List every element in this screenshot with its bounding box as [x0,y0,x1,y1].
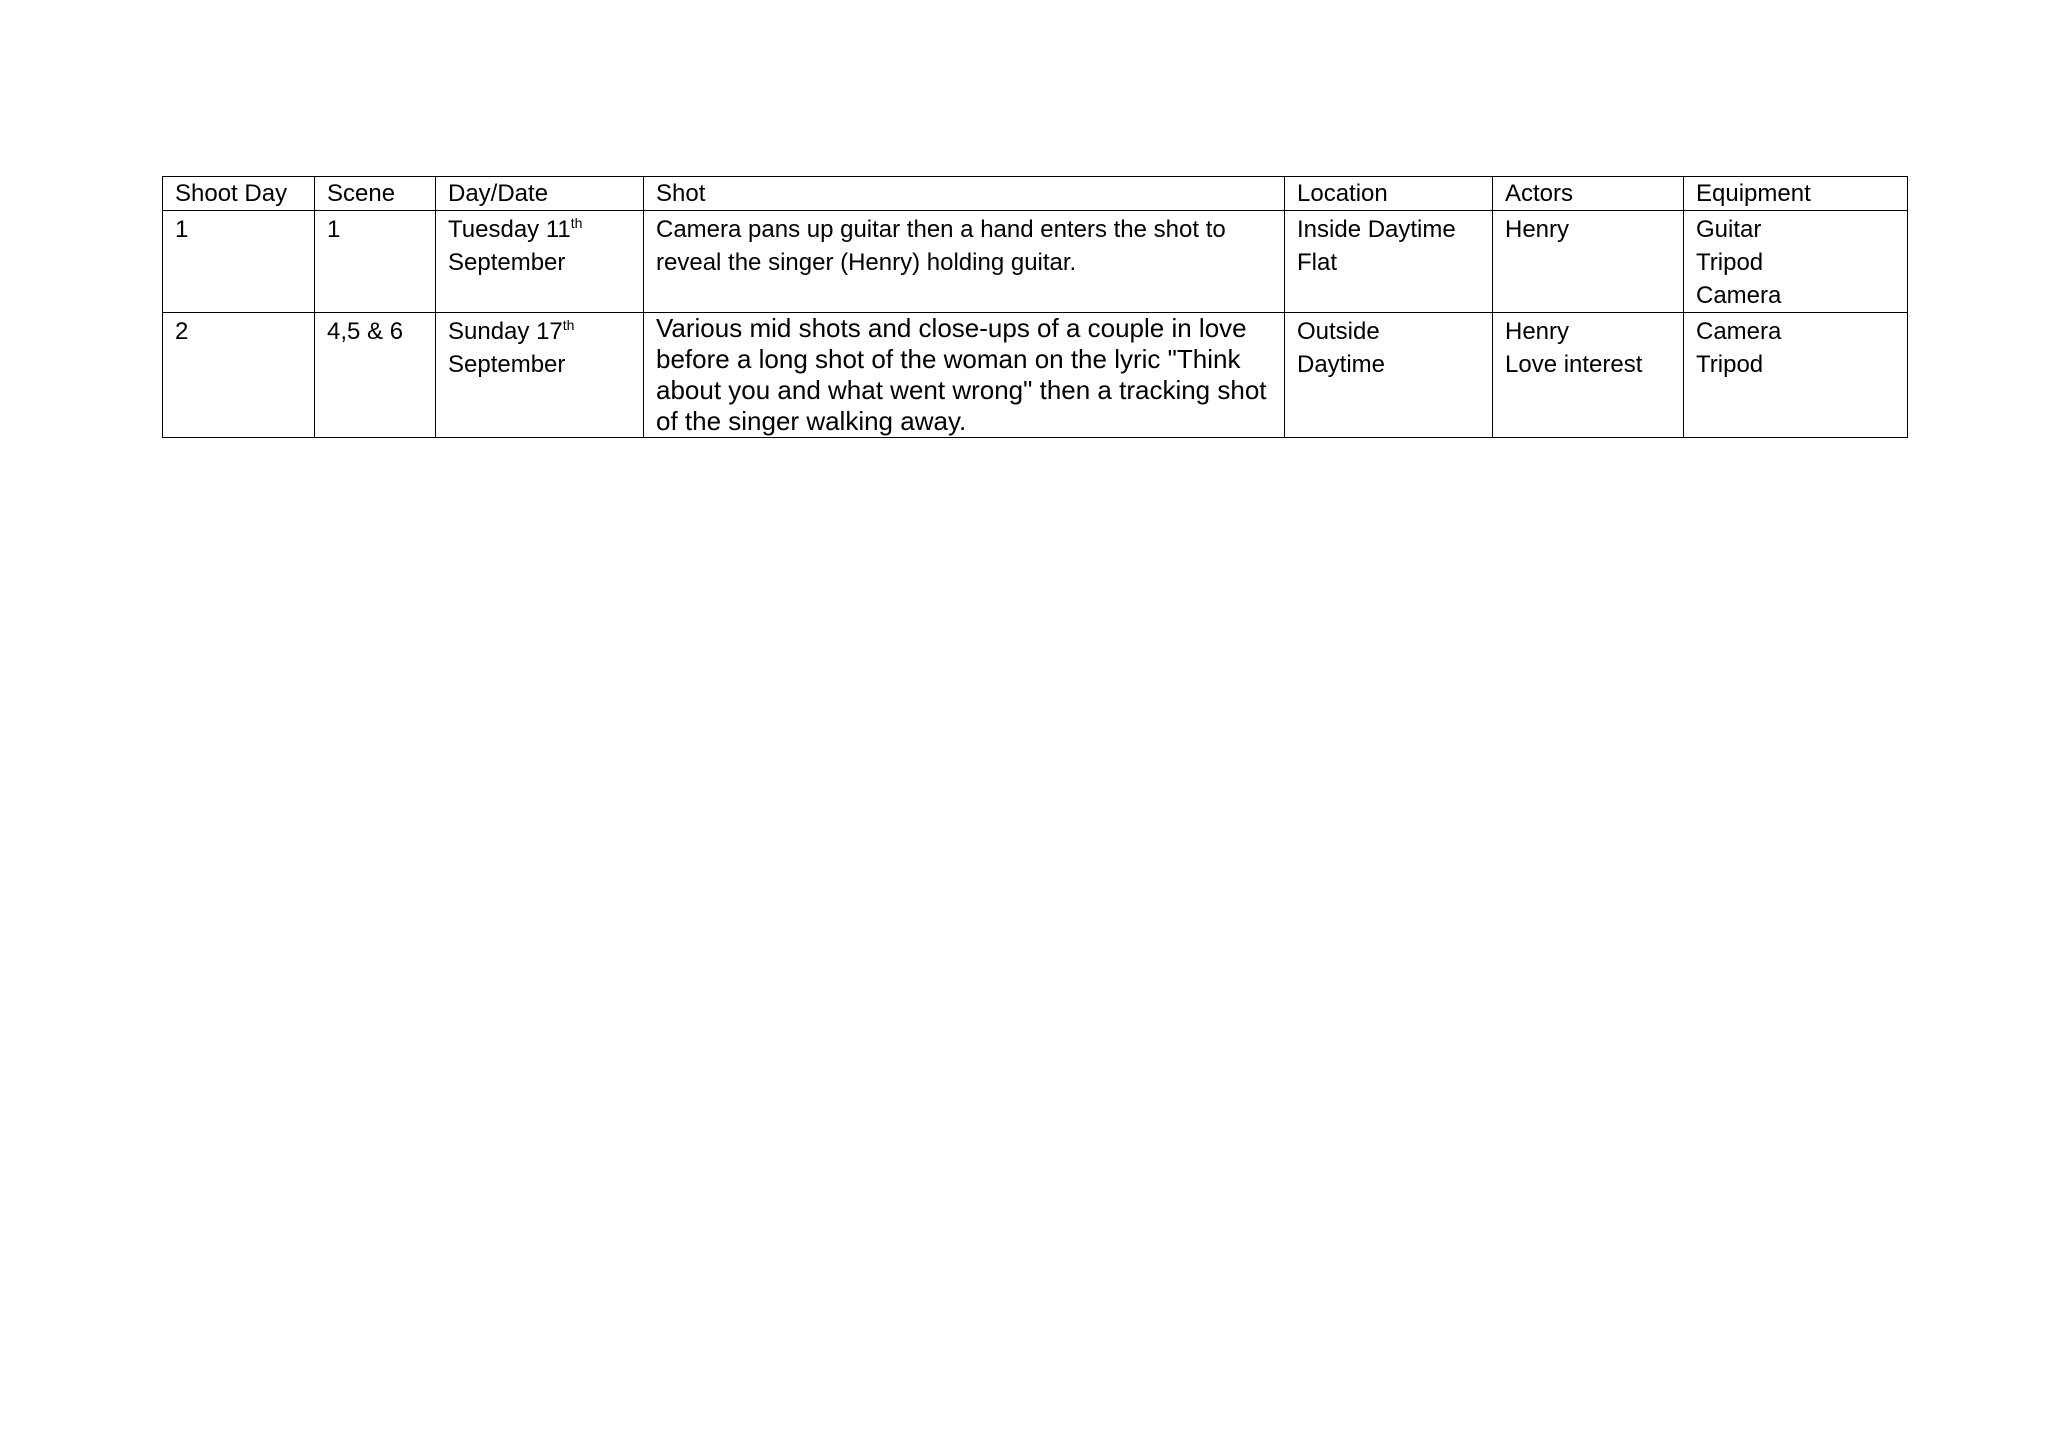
equipment-item: Tripod [1696,351,1764,378]
cell-actors [1493,313,1684,438]
shooting-schedule-table [162,176,1908,438]
equipment-item: Guitar [1696,216,1762,243]
day-text: Sunday 17 [448,318,563,345]
table-header-row [163,177,1908,211]
cell-shoot-day: 2 [163,313,315,438]
header-day-date: Day/Date [436,177,644,211]
day-line [448,315,631,348]
cell-scene: 4,5 & 6 [315,313,436,438]
header-shoot-day: Shoot Day [163,177,315,211]
cell-equipment [1684,313,1908,438]
actor-name: Henry [1505,216,1570,243]
header-equipment: Equipment [1684,177,1908,211]
header-shot: Shot [644,177,1285,211]
location-line: Flat [1297,249,1338,276]
equipment-item: Camera [1696,318,1782,345]
cell-shoot-day: 1 [163,211,315,313]
header-actors: Actors [1493,177,1684,211]
cell-equipment [1684,211,1908,313]
table-row [163,211,1908,313]
cell-scene: 1 [315,211,436,313]
cell-location [1285,211,1493,313]
location-line: Inside Daytime [1297,216,1456,243]
month-text: September [448,249,566,276]
ordinal-suffix: th [562,317,575,333]
location-line: Daytime [1297,351,1386,378]
actor-name: Henry [1505,318,1570,345]
header-location: Location [1285,177,1493,211]
month-text: September [448,351,566,378]
day-line [448,213,631,246]
cell-day-date [436,313,644,438]
cell-shot: Camera pans up guitar then a hand enters the shot to reveal the singer (Henry) holding guitar. [644,211,1285,313]
table-row [163,313,1908,438]
actor-name: Love interest [1505,351,1643,378]
equipment-item: Camera [1696,282,1782,309]
header-scene: Scene [315,177,436,211]
ordinal-suffix: th [570,215,583,231]
cell-actors [1493,211,1684,313]
cell-day-date [436,211,644,313]
location-line: Outside [1297,318,1380,345]
day-text: Tuesday 11 [448,216,571,243]
cell-location [1285,313,1493,438]
cell-shot: Various mid shots and close-ups of a couple in love before a long shot of the woman on the lyric "Think about you and what went wrong" then a tracking shot of the singer walking away. [644,313,1285,438]
equipment-item: Tripod [1696,249,1764,276]
